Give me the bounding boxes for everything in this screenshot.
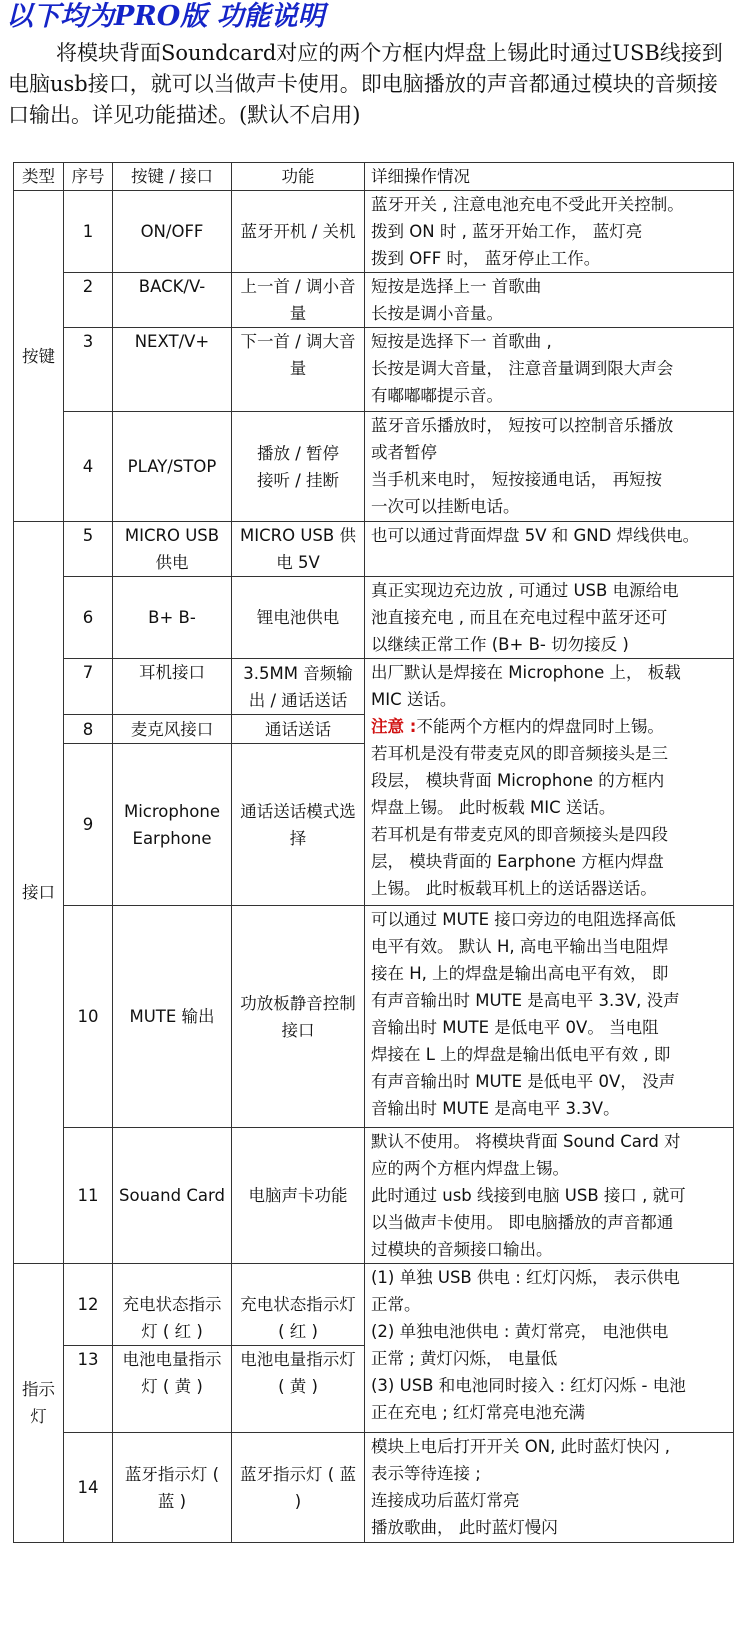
row-details: 短按是选择下一 首歌曲 , 长按是调大音量， 注意音量调到限大声会 有嘟嘟嘟提示音。 <box>365 328 734 412</box>
row-number: 3 <box>64 328 113 412</box>
row-function: 上一首 / 调小音量 <box>232 273 365 328</box>
row-name: Souand Card <box>113 1128 232 1264</box>
row-number: 14 <box>64 1433 113 1543</box>
row-name: 蓝牙指示灯 ( 蓝 ) <box>113 1433 232 1543</box>
row-function: 下一首 / 调大音量 <box>232 328 365 412</box>
table-row <box>14 1264 734 1346</box>
row-function: 蓝牙开机 / 关机 <box>232 191 365 273</box>
row-details: 蓝牙开关 , 注意电池充电不受此开关控制。 拨到 ON 时 , 蓝牙开始工作， 蓝灯亮 拨到 OFF 时， 蓝牙停止工作。 <box>365 191 734 273</box>
row-details: 短按是选择上一 首歌曲 长按是调小音量。 <box>365 273 734 328</box>
table-row <box>14 659 734 715</box>
row-details: 默认不使用。 将模块背面 Sound Card 对 应的两个方框内焊盘上锡。 此时通过 usb 线接到电脑 USB 接口 , 就可 以当做声卡使用。 即电脑播放的声音都通 过模块的音频接口输出。 <box>365 1128 734 1264</box>
row-name: BACK/V- <box>113 273 232 328</box>
row-details: 也可以通过背面焊盘 5V 和 GND 焊线供电。 <box>365 522 734 577</box>
table-row <box>14 191 734 273</box>
function-table <box>13 162 734 1543</box>
row-name: NEXT/V+ <box>113 328 232 412</box>
row-name: PLAY/STOP <box>113 412 232 522</box>
page-heading: 以下均为PRO版 功能说明 <box>6 1 325 32</box>
row-function: 锂电池供电 <box>232 577 365 659</box>
table-row <box>14 906 734 1128</box>
row-number: 4 <box>64 412 113 522</box>
audio-port-details: 出厂默认是焊接在 Microphone 上， 板载 MIC 送话。 注意 :不能两个方框内的焊盘同时上锡。 若耳机是没有带麦克风的即音频接头是三 段层， 模块背面 Microphone 的方框内 焊盘上锡。 此时板载 MIC 送话。 若耳机是有带麦克风的即音频接头是四段 层， 模块背面的 Earphone 方框内焊盘 上锡。 此时板载耳机上的送话器送话。 <box>365 659 734 906</box>
row-details: 蓝牙音乐播放时， 短按可以控制音乐播放 或者暂停 当手机来电时， 短按接通电话， 再短按 一次可以挂断电话。 <box>365 412 734 522</box>
row-name: 麦克风接口 <box>113 715 232 744</box>
row-number: 10 <box>64 906 113 1128</box>
row-name: 充电状态指示灯 ( 红 ) <box>113 1264 232 1346</box>
group-label-indicators: 指示 灯 <box>14 1264 64 1543</box>
row-number: 8 <box>64 715 113 744</box>
row-number: 1 <box>64 191 113 273</box>
row-name: MUTE 输出 <box>113 906 232 1128</box>
row-details: 真正实现边充边放 , 可通过 USB 电源给电 池直接充电 , 而且在充电过程中蓝牙还可 以继续正常工作 (B+ B- 切勿接反 ) <box>365 577 734 659</box>
row-name: MICRO USB 供电 <box>113 522 232 577</box>
table-row <box>14 328 734 412</box>
row-details: 可以通过 MUTE 接口旁边的电阻选择高低 电平有效。 默认 H, 高电平输出当电阻焊 接在 H, 上的焊盘是输出高电平有效， 即 有声音输出时 MUTE 是高电平 3.3V, 没声 音输出时 MUTE 是低电平 0V。 当电阻 焊接在 L 上的焊盘是输出低电平有效 , 即 有声音输出时 MUTE 是低电平 0V， 没声 音输出时 MUTE 是高电平 3.3V。 <box>365 906 734 1128</box>
row-number: 7 <box>64 659 113 715</box>
row-details: 模块上电后打开开关 ON, 此时蓝灯快闪 , 表示等待连接 ; 连接成功后蓝灯常亮 播放歌曲， 此时蓝灯慢闪 <box>365 1433 734 1543</box>
row-number: 2 <box>64 273 113 328</box>
table-row <box>14 1128 734 1264</box>
group-label-ports: 接口 <box>14 522 64 1264</box>
row-name: Microphone Earphone <box>113 744 232 906</box>
row-function: 电脑声卡功能 <box>232 1128 365 1264</box>
table-row <box>14 577 734 659</box>
row-name: ON/OFF <box>113 191 232 273</box>
header-details: 详细操作情况 <box>365 163 734 191</box>
group-label-buttons: 按键 <box>14 191 64 522</box>
row-function: 蓝牙指示灯 ( 蓝 ) <box>232 1433 365 1543</box>
table-row <box>14 1433 734 1543</box>
row-number: 9 <box>64 744 113 906</box>
row-function: 充电状态指示灯 ( 红 ) <box>232 1264 365 1346</box>
row-number: 5 <box>64 522 113 577</box>
row-function: MICRO USB 供电 5V <box>232 522 365 577</box>
header-key-port: 按键 / 接口 <box>113 163 232 191</box>
row-function: 播放 / 暂停 接听 / 挂断 <box>232 412 365 522</box>
header-function: 功能 <box>232 163 365 191</box>
row-number: 12 <box>64 1264 113 1346</box>
row-name: 电池电量指示灯 ( 黄 ) <box>113 1346 232 1433</box>
row-number: 6 <box>64 577 113 659</box>
row-function: 3.5MM 音频输出 / 通话送话 <box>232 659 365 715</box>
row-name: B+ B- <box>113 577 232 659</box>
header-number: 序号 <box>64 163 113 191</box>
row-number: 13 <box>64 1346 113 1433</box>
row-function: 通话送话 <box>232 715 365 744</box>
row-function: 电池电量指示灯 ( 黄 ) <box>232 1346 365 1433</box>
warning-label: 注意 : <box>371 717 417 736</box>
intro-paragraph: 将模块背面Soundcard对应的两个方框内焊盘上锡此时通过USB线接到电脑usb接口，就可以当做声卡使用。即电脑播放的声音都通过模块的音频接口输出。详见功能描述。(默认不启用) <box>8 41 723 127</box>
row-number: 11 <box>64 1128 113 1264</box>
table-row <box>14 522 734 577</box>
table-row <box>14 273 734 328</box>
table-header-row <box>14 163 734 191</box>
table-row <box>14 412 734 522</box>
row-name: 耳机接口 <box>113 659 232 715</box>
header-type: 类型 <box>14 163 64 191</box>
row-function: 通话送话模式选择 <box>232 744 365 906</box>
indicator-details: (1) 单独 USB 供电 : 红灯闪烁， 表示供电 正常。 (2) 单独电池供电 : 黄灯常亮， 电池供电 正常 ; 黄灯闪烁， 电量低 (3) USB 和电池同时接入 : 红灯闪烁 - 电池 正在充电 ; 红灯常亮电池充满 <box>365 1264 734 1433</box>
row-function: 功放板静音控制接口 <box>232 906 365 1128</box>
